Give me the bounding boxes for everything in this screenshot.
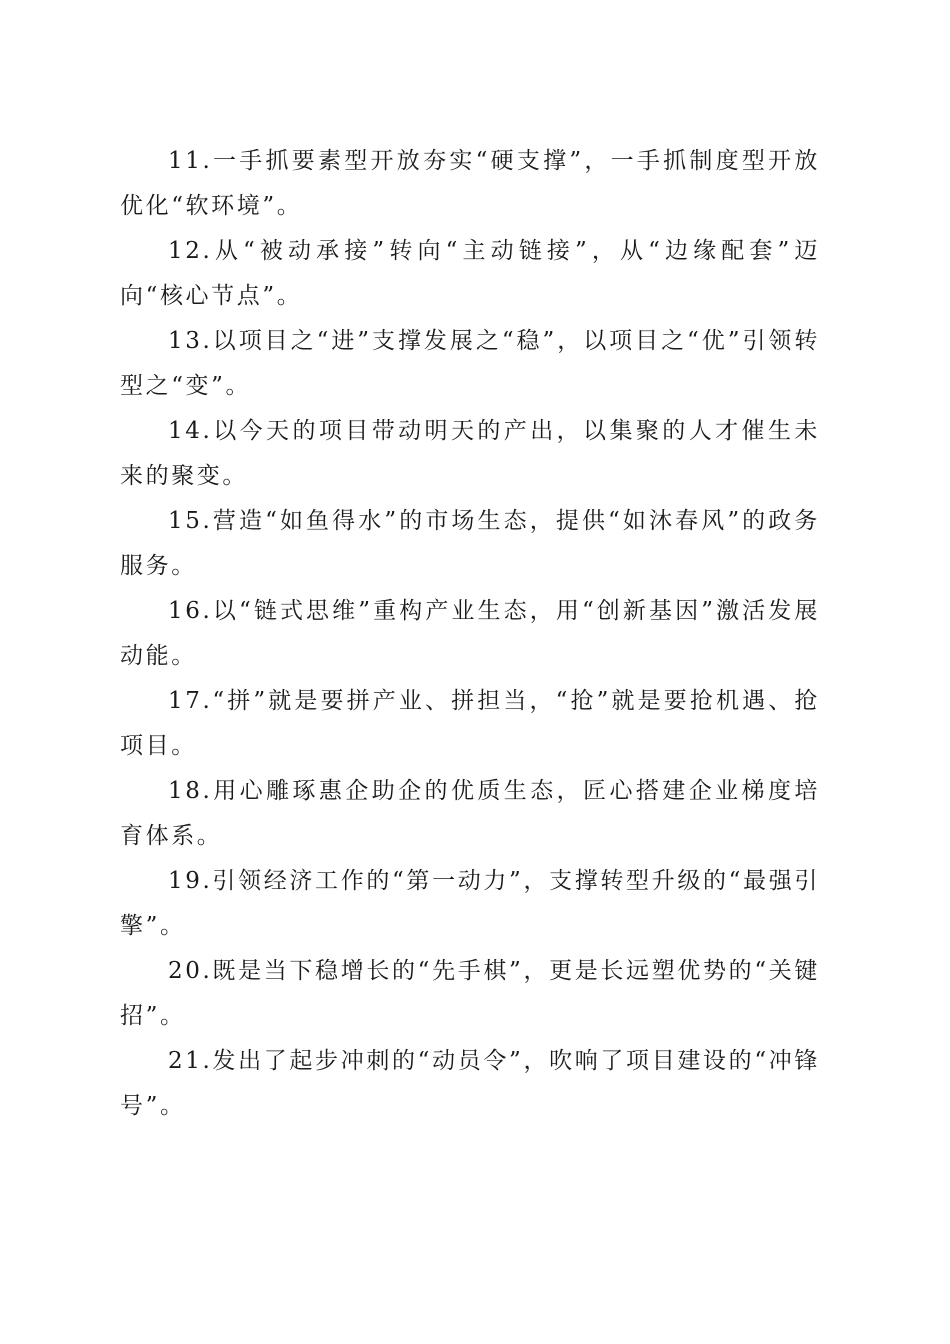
paragraph-21: 21.发出了起步冲刺的“动员令”，吹响了项目建设的“冲锋号”。 <box>120 1048 820 1119</box>
paragraph-20: 20.既是当下稳增长的“先手棋”，更是长远塑优势的“关键招”。 <box>120 958 820 1029</box>
paragraph-11: 11.一手抓要素型开放夯实“硬支撑”，一手抓制度型开放优化“软环境”。 <box>120 148 820 219</box>
paragraph-15: 15.营造“如鱼得水”的市场生态，提供“如沐春风”的政务服务。 <box>120 508 820 579</box>
paragraph-14: 14.以今天的项目带动明天的产出，以集聚的人才催生未来的聚变。 <box>120 418 820 489</box>
paragraph-12: 12.从“被动承接”转向“主动链接”，从“边缘配套”迈向“核心节点”。 <box>120 238 820 309</box>
paragraph-16: 16.以“链式思维”重构产业生态，用“创新基因”激活发展动能。 <box>120 598 820 669</box>
paragraph-19: 19.引领经济工作的“第一动力”，支撑转型升级的“最强引擎”。 <box>120 868 820 939</box>
paragraph-18: 18.用心雕琢惠企助企的优质生态，匠心搭建企业梯度培育体系。 <box>120 778 820 849</box>
document-body <box>120 139 820 1129</box>
paragraph-13: 13.以项目之“进”支撑发展之“稳”，以项目之“优”引领转型之“变”。 <box>120 328 820 399</box>
paragraph-17: 17.“拼”就是要拼产业、拼担当，“抢”就是要抢机遇、抢项目。 <box>120 688 820 759</box>
